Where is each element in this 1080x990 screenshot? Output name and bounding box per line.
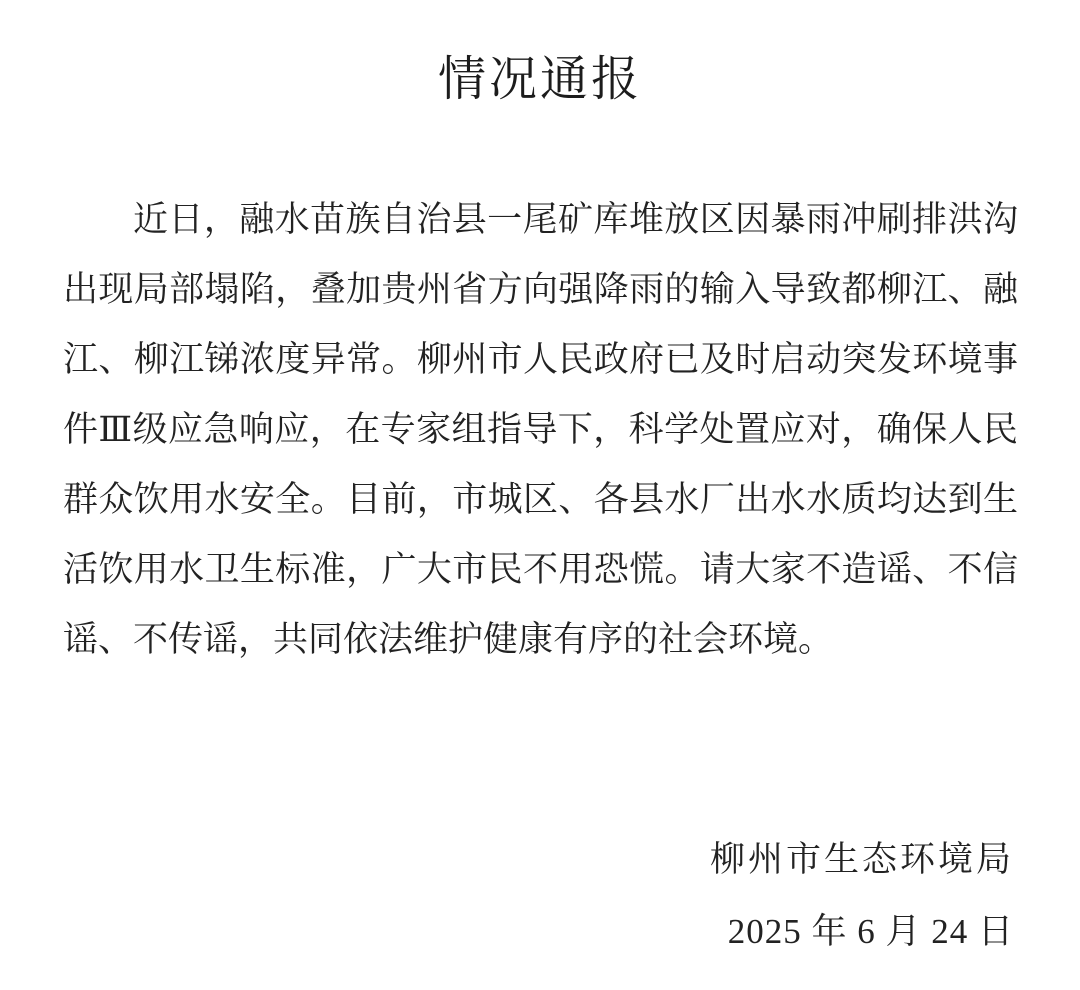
paragraph-line: 谣、不传谣，共同依法维护健康有序的社会环境。 bbox=[63, 620, 834, 659]
issue-date: 2025 年 6 月 24 日 bbox=[727, 912, 1014, 951]
issuing-authority: 柳州市生态环境局 bbox=[709, 840, 1014, 879]
paragraph-line: 件Ⅲ级应急响应，在专家组指导下，科学处置应对，确保人民 bbox=[63, 410, 1018, 449]
paragraph-line: 江、柳江锑浓度异常。柳州市人民政府已及时启动突发环境事 bbox=[63, 340, 1018, 379]
signature-block bbox=[0, 824, 1014, 968]
paragraph-line: 群众饮用水安全。目前，市城区、各县水厂出水水质均达到生 bbox=[63, 480, 1018, 519]
paragraph-line: 近日，融水苗族自治县一尾矿库堆放区因暴雨冲刷排洪沟 bbox=[133, 200, 1018, 239]
paragraph-line: 活饮用水卫生标准，广大市民不用恐慌。请大家不造谣、不信 bbox=[63, 550, 1018, 589]
document-title: 情况通报 bbox=[437, 53, 642, 106]
paragraph-line: 出现局部塌陷，叠加贵州省方向强降雨的输入导致都柳江、融 bbox=[63, 270, 1018, 309]
notice-paragraph bbox=[63, 185, 1018, 675]
